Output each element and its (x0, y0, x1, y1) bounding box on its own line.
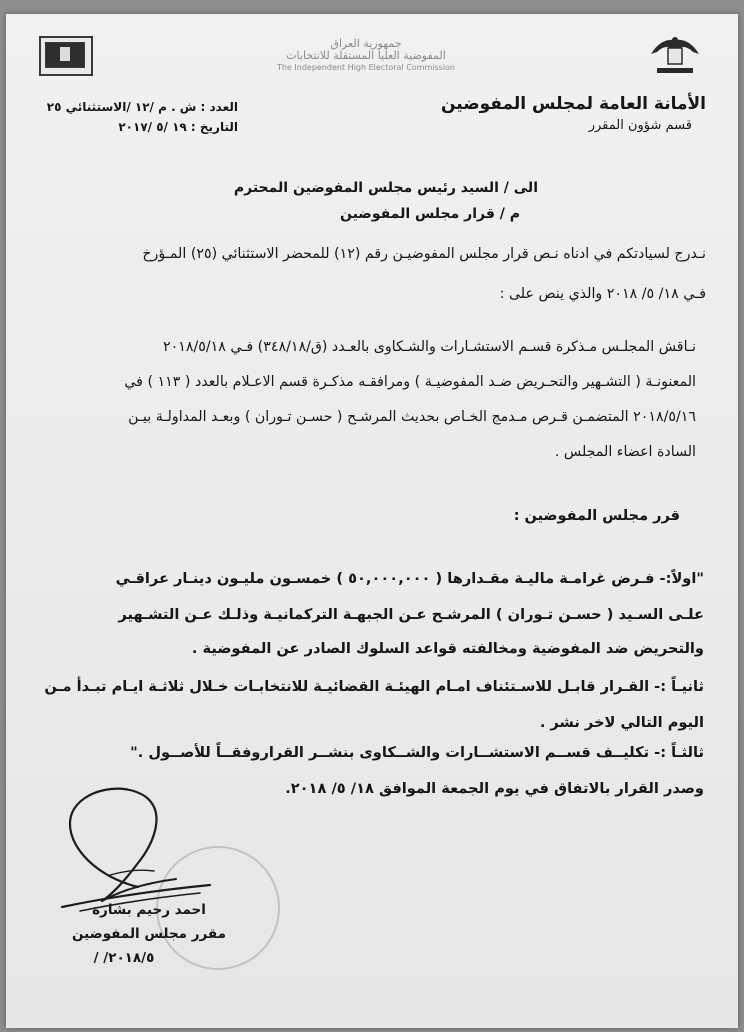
signatory-name: احمد رحيم بشارة (92, 902, 206, 918)
decision-first-line: والتحريض ضد المفوضية ومخالفته قواعد السلوك الصادر عن المفوضية . (191, 640, 704, 657)
signature-date: ٢٠١٨/٥/ / (93, 950, 155, 966)
handwritten-signature (50, 779, 225, 919)
discussion-line: نـاقش المجلـس مـذكرة قسـم الاستشـارات والشـكاوى بالعـدد (ق/٣٤٨/١٨) فـي ٢٠١٨/٥/١٨ (162, 339, 696, 355)
iraq-emblem-icon (647, 32, 703, 76)
decision-first-line: علـى السـيد ( حسـن تـوران ) المرشـح عـن الجبهـة التركمانيـة وذلـك عـن التشـهير (118, 606, 704, 623)
addressee: الى / السيد رئيس مجلس المفوضين المحترم (233, 180, 538, 196)
ministry-line: جمهورية العراق (330, 37, 402, 50)
intro-line: فـي ١٨/ ٥/ ٢٠١٨ والذي ينص على : (499, 286, 706, 302)
document-page (6, 14, 738, 1028)
intro-line: نـدرج لسيادتكم في ادناه نـص قرار مجلس المفوضيـن رقم (١٢) للمحضر الاستثنائي (٢٥) المـؤرخ (142, 246, 706, 262)
ministry-header (246, 38, 486, 74)
subject: م / قرار مجلس المفوضين (339, 206, 520, 222)
decision-title: قرر مجلس المفوضين : (513, 508, 680, 524)
decision-closing: وصدر القرار بالاتفاق في يوم الجمعة الموافق ١٨/ ٥/ ٢٠١٨. (285, 780, 704, 797)
decision-second-line: اليوم التالي لاخر نشر . (539, 714, 704, 731)
decision-third-line: ثالثـاً :- تكليــف قســم الاستشــارات والشــكاوى بنشــر القراروفقــاً للأصــول ." (130, 744, 704, 761)
commission-logo (39, 36, 93, 76)
reference-number: العدد : ش . م /١٢ /الاستثنائي ٢٥ (46, 100, 238, 114)
decision-second-line: ثانيـاً :- القـرار قابـل للاسـتئناف امـام الهيئـة القضائيـة للانتخابـات خـلال ثلاثـة ايـام تبـدأ مـن (44, 678, 704, 695)
ministry-line-en: The Independent High Electoral Commission (277, 63, 455, 72)
discussion-line: السادة اعضاء المجلس . (554, 444, 696, 460)
decision-first-line: "اولاً:- فـرض غرامـة ماليـة مقـدارها ( ٥٠,٠٠٠,٠٠٠ ) خمسـون مليـون دينـار عراقـي (115, 570, 704, 587)
ministry-line: المفوضية العليا المستقلة للانتخابات (286, 49, 446, 62)
department: قسم شؤون المقرر (588, 118, 692, 133)
signatory-title: مقرر مجلس المفوضين (72, 926, 226, 942)
discussion-line: المعنونـة ( التشـهير والتحـريض ضـد المفوضيـة ) ومرافقـه مذكـرة قسم الاعـلام بالعدد ( ١١٣ ) في (124, 374, 696, 390)
discussion-line: ٢٠١٨/٥/١٦ المتضمـن قـرص مـدمج الخـاص بحديث المرشـح ( حسـن تـوران ) وبعـد المداولـة بيـن (128, 409, 696, 425)
org-title: الأمانة العامة لمجلس المفوضين (440, 94, 706, 114)
document-date: التاريخ : ١٩ /٥ /٢٠١٧ (118, 120, 238, 134)
